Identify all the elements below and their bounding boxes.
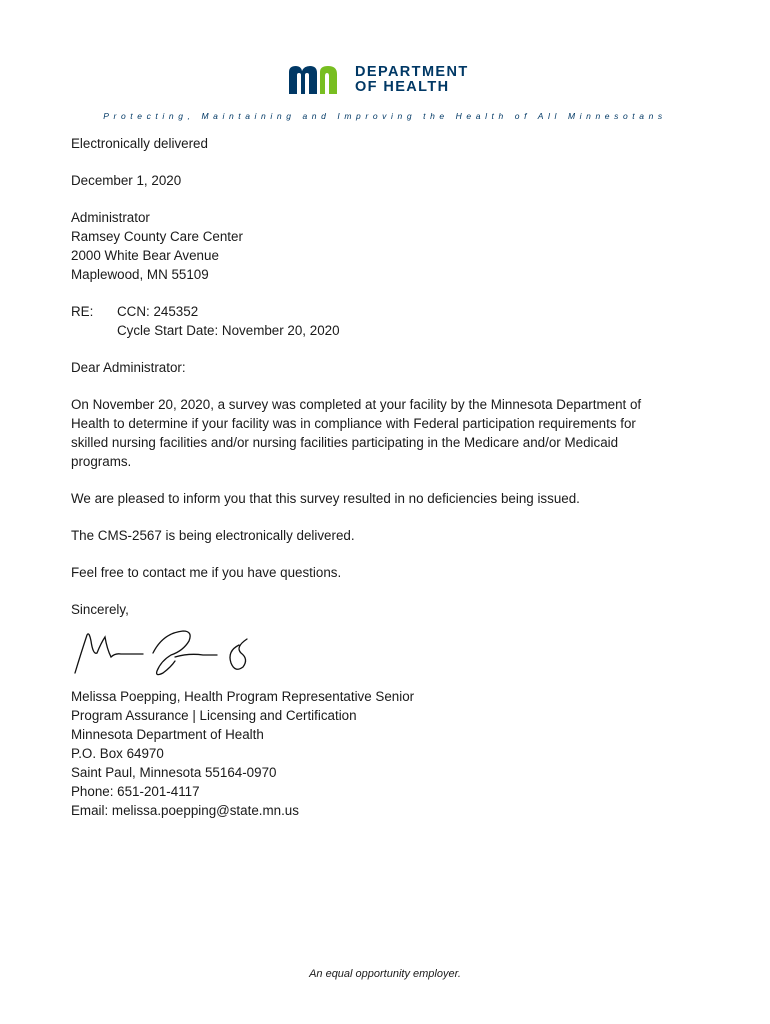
body-paragraph: We are pleased to inform you that this survey resulted in no deficiencies being issued. (71, 491, 580, 506)
tagline: Protecting, Maintaining and Improving the Health of All Minnesotans (103, 111, 667, 121)
logo-line-department: DEPARTMENT (355, 64, 469, 80)
footer-equal-opportunity: An equal opportunity employer. (309, 968, 461, 980)
body-paragraph: On November 20, 2020, a survey was completed at your facility by the Minnesota Department of Health to determine if your facility was in compliance with Federal participation requirements for skilled nursing facilities and/or nursing facilities participating in the Medicare and/or Medicaid programs. (71, 397, 642, 469)
recipient-line: 2000 White Bear Avenue (71, 248, 219, 263)
sender-line: P.O. Box 64970 (71, 746, 164, 761)
mdh-logo (287, 64, 487, 98)
body-paragraph: The CMS-2567 is being electronically delivered. (71, 528, 355, 543)
re-ccn: CCN: 245352 (117, 304, 199, 319)
sender-line: Minnesota Department of Health (71, 727, 264, 742)
sender-signature-block (71, 687, 671, 820)
recipient-line: Maplewood, MN 55109 (71, 267, 209, 282)
re-label: RE: (71, 304, 94, 319)
re-block (71, 302, 671, 340)
closing: Sincerely, (71, 602, 129, 617)
delivery-note: Electronically delivered (71, 136, 208, 151)
body-paragraph: Feel free to contact me if you have questions. (71, 565, 342, 580)
sender-line: Program Assurance | Licensing and Certification (71, 708, 357, 723)
recipient-line: Administrator (71, 210, 150, 225)
recipient-line: Ramsey County Care Center (71, 229, 243, 244)
sender-email: Email: melissa.poepping@state.mn.us (71, 803, 299, 818)
handwritten-signature (71, 623, 261, 679)
letter-date: December 1, 2020 (71, 173, 182, 188)
sender-line: Melissa Poepping, Health Program Representative Senior (71, 689, 415, 704)
recipient-address (71, 208, 671, 284)
mn-logo-icon (287, 64, 351, 94)
sender-phone: Phone: 651-201-4117 (71, 784, 200, 799)
salutation: Dear Administrator: (71, 360, 186, 375)
logo-line-of-health: OF HEALTH (355, 79, 450, 95)
letter-body (71, 134, 671, 838)
sender-line: Saint Paul, Minnesota 55164-0970 (71, 765, 277, 780)
re-cycle-start-date: Cycle Start Date: November 20, 2020 (117, 323, 340, 338)
